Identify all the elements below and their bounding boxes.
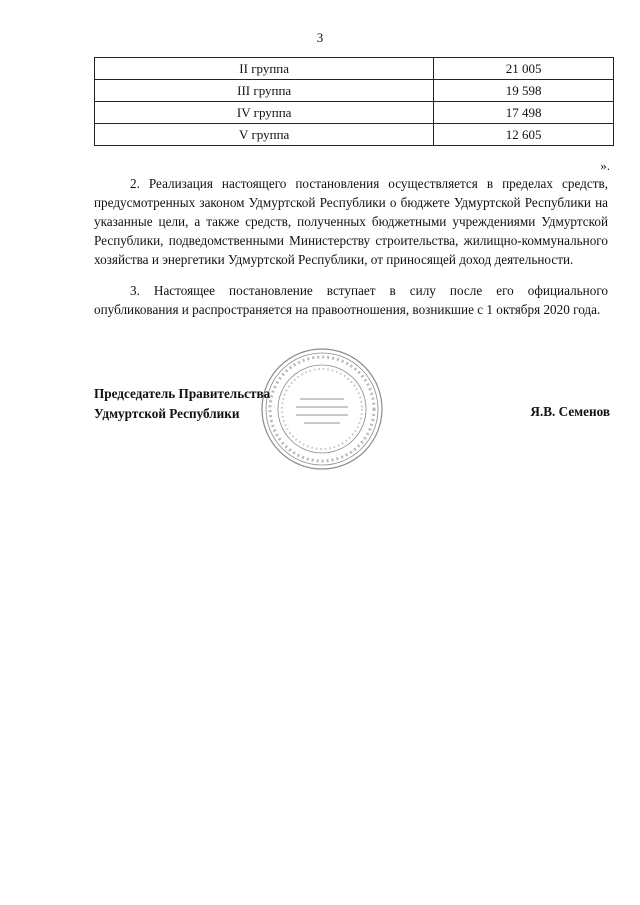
paragraph-3: 3. Настоящее постановление вступает в силу после его официального опубликования и распространяется на правоотношения, возникшие с 1 октября 2020 года. [94,283,608,317]
table-row [95,102,614,124]
page-number: 3 [316,30,324,45]
paragraph-2: 2. Реализация настоящего постановления осуществляется в пределах средств, предусмотренных законом Удмуртской Республики о бюджете Удмуртской Республики на указанные цели, а также средств, полученных бюджетными учреждениями Удмуртской Республики, подведомственными Министерству строительства, жилищно-коммунального хозяйства и энергетики Удмуртской Республики, от приносящей доход деятельности. [94,176,608,267]
group-values-table [94,57,614,146]
value-cell: 12 605 [434,124,614,146]
closing-quote: ». [600,158,610,173]
table-row [95,80,614,102]
official-seal-icon [260,347,384,471]
signatory-position-line2: Удмуртской Республики [94,406,240,421]
group-cell: IV группа [95,102,434,124]
value-cell: 17 498 [434,102,614,124]
table-row [95,124,614,146]
signatory-name: Я.В. Семенов [530,404,610,419]
group-cell: III группа [95,80,434,102]
value-cell: 21 005 [434,58,614,80]
value-cell: 19 598 [434,80,614,102]
group-cell: V группа [95,124,434,146]
table-row [95,58,614,80]
signatory-position-line1: Председатель Правительства [94,386,271,401]
group-cell: II группа [95,58,434,80]
signatory-position [94,384,270,424]
